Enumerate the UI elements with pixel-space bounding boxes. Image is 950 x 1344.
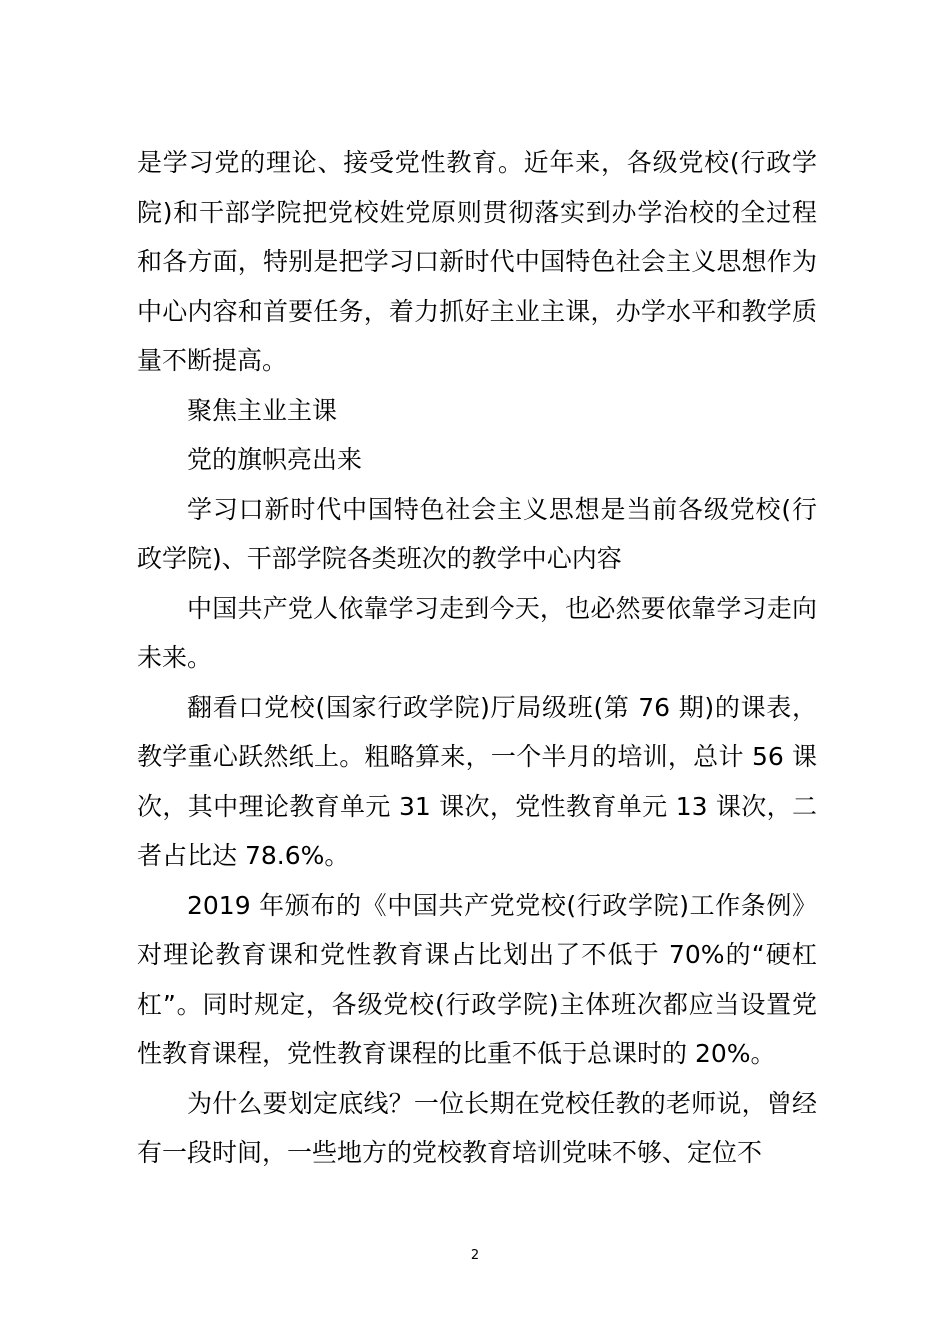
paragraph-continued: 是学习党的理论、接受党性教育。近年来，各级党校(行政学院)和干部学院把党校姓党原则贯彻落实到办学治校的全过程和各方面，特别是把学习口新时代中国特色社会主义思想作为中心内容和首要任务，着力抓好主业主课，办学水平和教学质量不断提高。 [137, 148, 817, 375]
paragraph: 2019 年颁布的《中国共产党党校(行政学院)工作条例》对理论教育课和党性教育课占比划出了不低于 70%的“硬杠杠”。同时规定，各级党校(行政学院)主体班次都应当设置党性教育课程，党性教育课程的比重不低于总课时的 20%。 [137, 890, 817, 1068]
document-body [137, 138, 817, 1178]
paragraph: 为什么要划定底线？一位长期在党校任教的老师说，曾经有一段时间，一些地方的党校教育培训党味不够、定位不 [137, 1088, 817, 1167]
page-number: 2 [470, 1248, 480, 1263]
section-heading: 聚焦主业主课 [187, 395, 338, 425]
paragraph: 中国共产党人依靠学习走到今天，也必然要依靠学习走向未来。 [137, 593, 817, 672]
section-subheading: 党的旗帜亮出来 [187, 445, 363, 474]
paragraph: 翻看口党校(国家行政学院)厅局级班(第 76 期)的课表，教学重心跃然纸上。粗略算来，一个半月的培训，总计 56 课次，其中理论教育单元 31 课次，党性教育单元 13 课次，二者占比达 78.6%。 [137, 692, 817, 870]
paragraph: 学习口新时代中国特色社会主义思想是当前各级党校(行政学院)、干部学院各类班次的教学中心内容 [137, 494, 817, 573]
